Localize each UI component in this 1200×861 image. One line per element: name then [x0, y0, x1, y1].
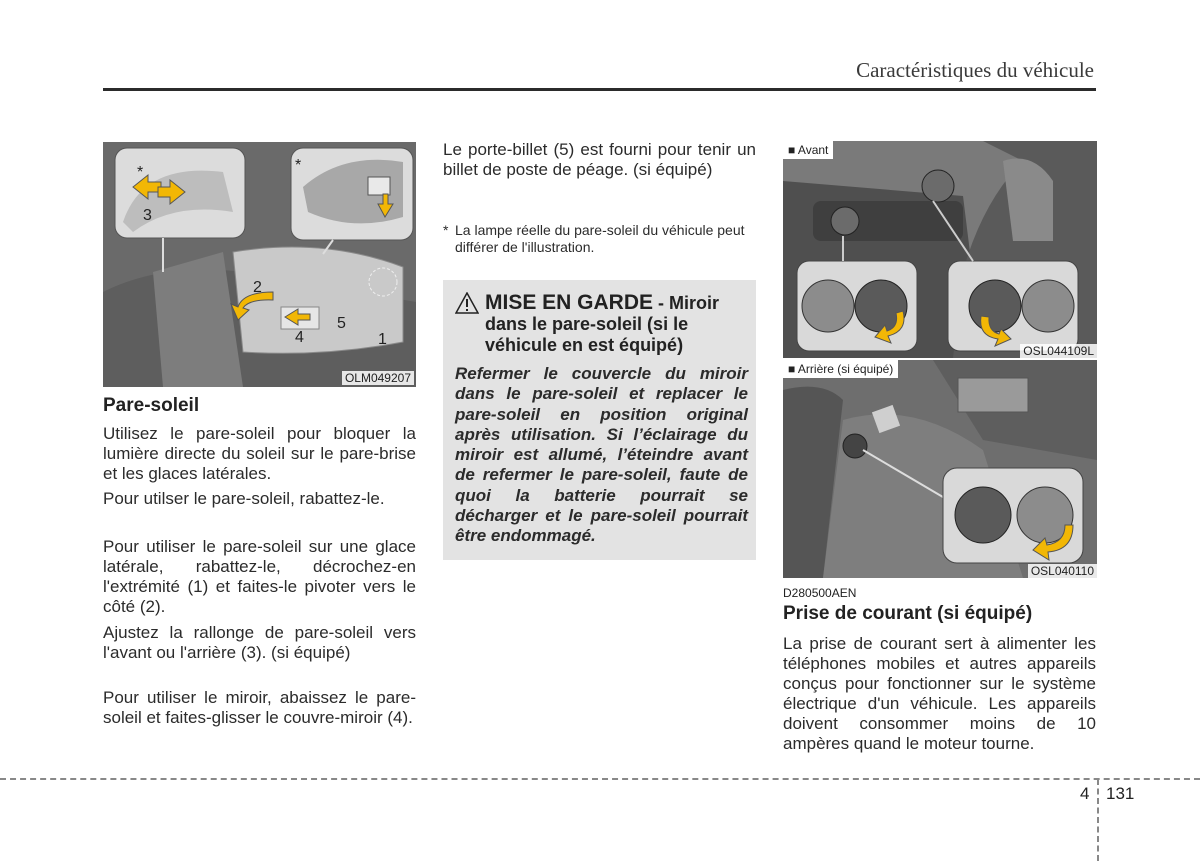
label-star-1: * [137, 164, 144, 181]
label-4: 4 [295, 329, 304, 346]
figure-code: OSL040110 [1028, 564, 1097, 578]
label-5: 5 [337, 315, 346, 332]
label-3: 3 [143, 207, 152, 224]
section-heading-prise-de-courant: Prise de courant (si équipé) [783, 603, 1033, 624]
paragraph: Pour utiliser le miroir, abaissez le pare-soleil et faites-glisser le couvre-miroir (4). [103, 688, 416, 727]
section-code: D280500AEN [783, 586, 857, 600]
paragraph-porte-billet: Le porte-billet (5) est fourni pour tenir un billet de poste de péage. (si équipé) [443, 140, 756, 179]
page-number: 131 [1106, 784, 1135, 803]
sun-visor-figure [103, 142, 416, 387]
figure-tag-avant: ■ Avant [783, 141, 833, 159]
label-2: 2 [253, 279, 262, 296]
section-heading-pare-soleil: Pare-soleil [103, 395, 200, 416]
note-text: La lampe réelle du pare-soleil du véhicule peut différer de l'illustration. [455, 222, 745, 255]
warning-title-main: MISE EN GARDE [485, 291, 654, 314]
warning-triangle-icon [455, 292, 479, 314]
figure-code: OLM049207 [342, 371, 414, 385]
rear-outlet-figure [783, 360, 1097, 578]
paragraph: Ajustez la rallonge de pare-soleil vers l'avant ou l'arrière (3). (si équipé) [103, 623, 416, 662]
warning-box [443, 280, 756, 560]
paragraph: Pour utilser le pare-soleil, rabattez-le. [103, 489, 385, 508]
figure-tag-arriere: ■ Arrière (si équipé) [783, 360, 898, 378]
sun-visor-illustration [103, 142, 416, 387]
warning-body: Refermer le couvercle du miroir dans le pare-soleil et replacer le pare-soleil en position original après utilisation. Si l’éclairage du miroir est allumé, l’éteindre avant de refermer le pare-soleil, faute de quoi la batterie pourrait se décharger et le pare-soleil pourrait être endommagé. [455, 364, 748, 546]
warning-title [485, 292, 753, 356]
paragraph: La prise de courant sert à alimenter les téléphones mobiles et autres appareils conçus pour fonctionner sur le système électrique d'un véhicule. Les appareils doivent consommer moins de 10 ampères quand le moteur tourne. [783, 634, 1096, 753]
rear-outlet-illustration [783, 360, 1097, 578]
label-star-2: * [295, 157, 302, 174]
front-outlet-illustration [783, 141, 1097, 358]
note-mark: * [443, 222, 449, 238]
page-header-title: Caractéristiques du véhicule [856, 58, 1094, 82]
footer-rule [0, 778, 1200, 780]
chapter-number: 4 [1080, 784, 1090, 803]
paragraph: Utilisez le pare-soleil pour bloquer la lumière directe du soleil sur le pare-brise et les glaces latérales. [103, 424, 416, 483]
label-1: 1 [378, 331, 387, 348]
footer-divider [1097, 779, 1099, 861]
warning-title-rest: - Miroir dans le pare-soleil (si le véhicule en est équipé) [485, 293, 720, 355]
paragraph: Pour utiliser le pare-soleil sur une glace latérale, rabattez-le, décrochez-en l'extrémité (1) et faites-le pivoter vers le côté (2). [103, 537, 416, 616]
front-outlet-figure [783, 141, 1097, 358]
header-rule [103, 88, 1096, 91]
figure-code: OSL044109L [1020, 344, 1097, 358]
